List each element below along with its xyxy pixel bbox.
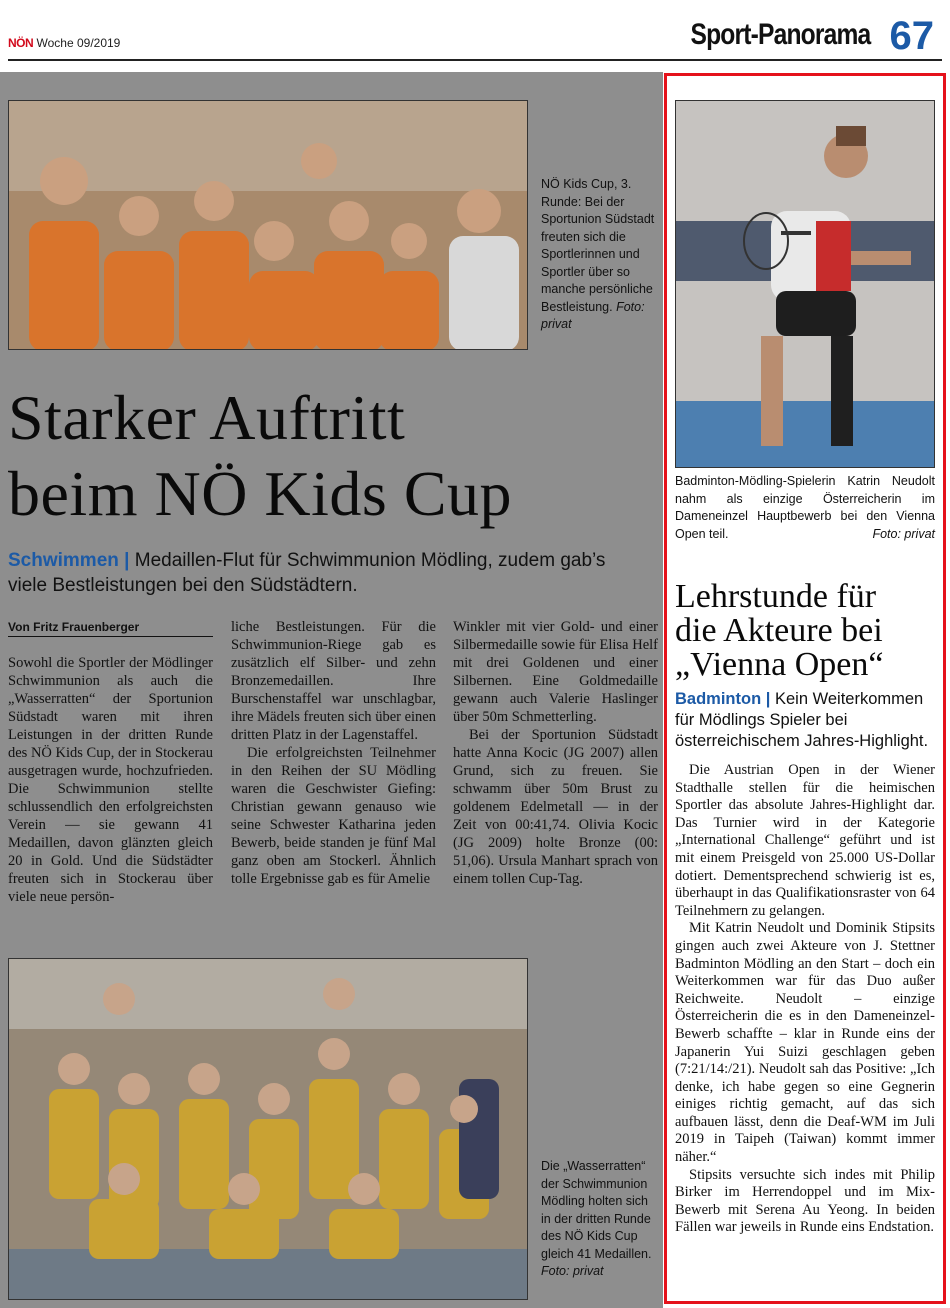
article-column-2: [231, 618, 436, 888]
kids-cup-team-photo: [8, 100, 528, 350]
paragraph: Stipsits versuchte sich indes mit Philip Birker im Herrendoppel und im Mix-Bewerb mit Serena Au Yeong. In beiden Fällen war jeweils in Runde eins Endstation.: [675, 1166, 935, 1236]
photo2-caption: [541, 1158, 659, 1281]
photo2-caption-text: Die „Wasserratten“ der Schwimmunion Mödling holten sich in der dritten Runde des NÖ Kids Cup gleich 41 Medaillen.: [541, 1159, 652, 1261]
headline-line-2: beim NÖ Kids Cup: [8, 458, 512, 529]
paragraph: Winkler mit vier Gold- und einer Silbermedaille sowie für Elisa Helf mit drei Goldenen und einer Silbernen. Eine Goldmedaille gewann auch Valerie Haslinger über 50m Schmetterling.: [453, 619, 658, 725]
rubric-swimming: Schwimmen: [8, 550, 119, 571]
team-photo-illustration: [9, 101, 528, 350]
paragraph: Die Austrian Open in der Wiener Stadthalle stellen für die heimischen Sportler das absolute Jahres-Highlight dar. Das Turnier wird in der Kategorie „International Challenge“ geführt und ist mit einem Preisgeld von 25.000 US-Dollar dotiert. Dementsprechend schwierig ist es, überhaupt in das Qualifikationsraster von 64 Teilnehmern zu gelangen.: [675, 762, 935, 919]
paragraph: Mit Katrin Neudolt und Dominik Stipsits gingen auch zwei Akteure von J. Stettner Badminton Mödling an den Start – doch ein Weiterkommen war für das Duo außer Reichweite. Neudolt – einzige Österreicherin die es in den Dameneinzel-Bewerb schaffte – klar in Runde eins der Japanerin Yui Suizi geschlagen geben (7:21/14:/21). Neudolt sah das Positive: „Ich denke, ich habe gegen so eine Gegnerin einiges richtig gemacht, auf das sich aufbauen lässt, denn die Deaf-WM im Juli 2019 in Taipeh (Taiwan) kommt immer näher.“: [675, 920, 935, 1166]
byline: Von Fritz Frauenberger: [8, 620, 213, 637]
badminton-photo-credit: Foto: privat: [872, 526, 935, 541]
header-issue: [8, 36, 120, 50]
paragraph: liche Bestleistungen. Für die Schwimmunion-Riege gab es zusätzlich elf Silber- und zehn Bronzemedaillen. Ihre Burschenstaffel war unschlagbar, ihre Mädels freuten sich über einen dritten Platz in der Lagenstaffel.: [231, 619, 436, 743]
side-article-body: [675, 762, 935, 1237]
photo1-caption: [541, 176, 659, 334]
article-column-3: [453, 618, 658, 888]
brand-logo: NÖN: [8, 36, 34, 50]
badminton-caption-text: Badminton-Mödling-Spielerin Katrin Neudolt nahm als einzige Österreicherin im Dameneinzel Hauptbewerb bei den Vienna Open teil.: [675, 474, 935, 541]
photo1-caption-text: NÖ Kids Cup, 3. Runde: Bei der Sportunion Südstadt freuten sich die Sportlerinnen und Sportler über so manche persönliche Bestleistung.: [541, 177, 655, 314]
issue-label: Woche 09/2019: [36, 36, 121, 50]
photo2-credit: Foto: privat: [541, 1264, 604, 1278]
side-headline-line-3: „Vienna Open“: [675, 646, 884, 683]
paragraph: Bei der Sportunion Südstadt hatte Anna Kocic (JG 2007) allen Grund, sich zu freuen. Sie schwamm über 50m Brust zu goldenem Edelmetall — in der Zeit von 00:41,74. Olivia Kocic (JG 2009) holte Bronze (00: 51,06). Ursula Manhart sprach von einem tollen Cup-Tag.: [453, 727, 658, 887]
wasserratten-group-photo: [8, 958, 528, 1300]
main-headline: [8, 380, 648, 532]
badminton-player-photo: [675, 100, 935, 468]
group-photo-illustration: [9, 959, 528, 1300]
rubric-badminton: Badminton: [675, 690, 762, 708]
photo1-credit: Foto: privat: [541, 299, 645, 331]
header-divider: [8, 59, 942, 61]
side-headline-line-2: die Akteure bei: [675, 612, 883, 649]
page-number: 67: [889, 14, 934, 58]
section-title: Sport-Panorama: [690, 18, 870, 51]
rubric-separator: |: [765, 690, 771, 708]
rubric-separator: |: [124, 550, 130, 571]
headline-line-1: Starker Auftritt: [8, 382, 406, 453]
article-column-1: [8, 654, 213, 906]
side-headline-line-1: Lehrstunde für: [675, 578, 877, 615]
side-subheadline: [675, 689, 937, 752]
subheadline-text: Medaillen-Flut für Schwimmunion Mödling, zudem gab’s viele Bestleistungen bei den Südstädtern.: [8, 550, 606, 596]
paragraph: Sowohl die Sportler der Mödlinger Schwimmunion als auch die „Wasserratten“ der Sportunion Südstadt waren mit ihren Leistungen in der dritten Runde des NÖ Kids Cup, der in Stockerau ausgetragen wurde, hochzufrieden. Die Schwimmunion stellte schlussendlich den erfolgreichsten Verein — sie gewann 41 Medaillen, davon glänzten gleich 20 in Gold. Und die Südstädter freuten sich in Stockerau über viele neue persön-: [8, 655, 213, 905]
paragraph: Die erfolgreichsten Teilnehmer in den Reihen der SU Mödling waren die Geschwister Giefing: Christian gewann genauso wie seine Schwester Katharina jeden Bewerb, beide standen je fünf Mal ganz oben am Stockerl. Ähnlich tolle Ergebnisse gab es für Amelie: [231, 745, 436, 887]
side-headline: [675, 580, 937, 682]
badminton-photo-caption: [675, 473, 935, 543]
badminton-photo-illustration: [676, 101, 935, 468]
main-subheadline: [8, 548, 648, 598]
side-subheadline-text: Kein Weiterkommen für Mödlings Spieler bei österreichischem Jahres-Highlight.: [675, 690, 929, 750]
